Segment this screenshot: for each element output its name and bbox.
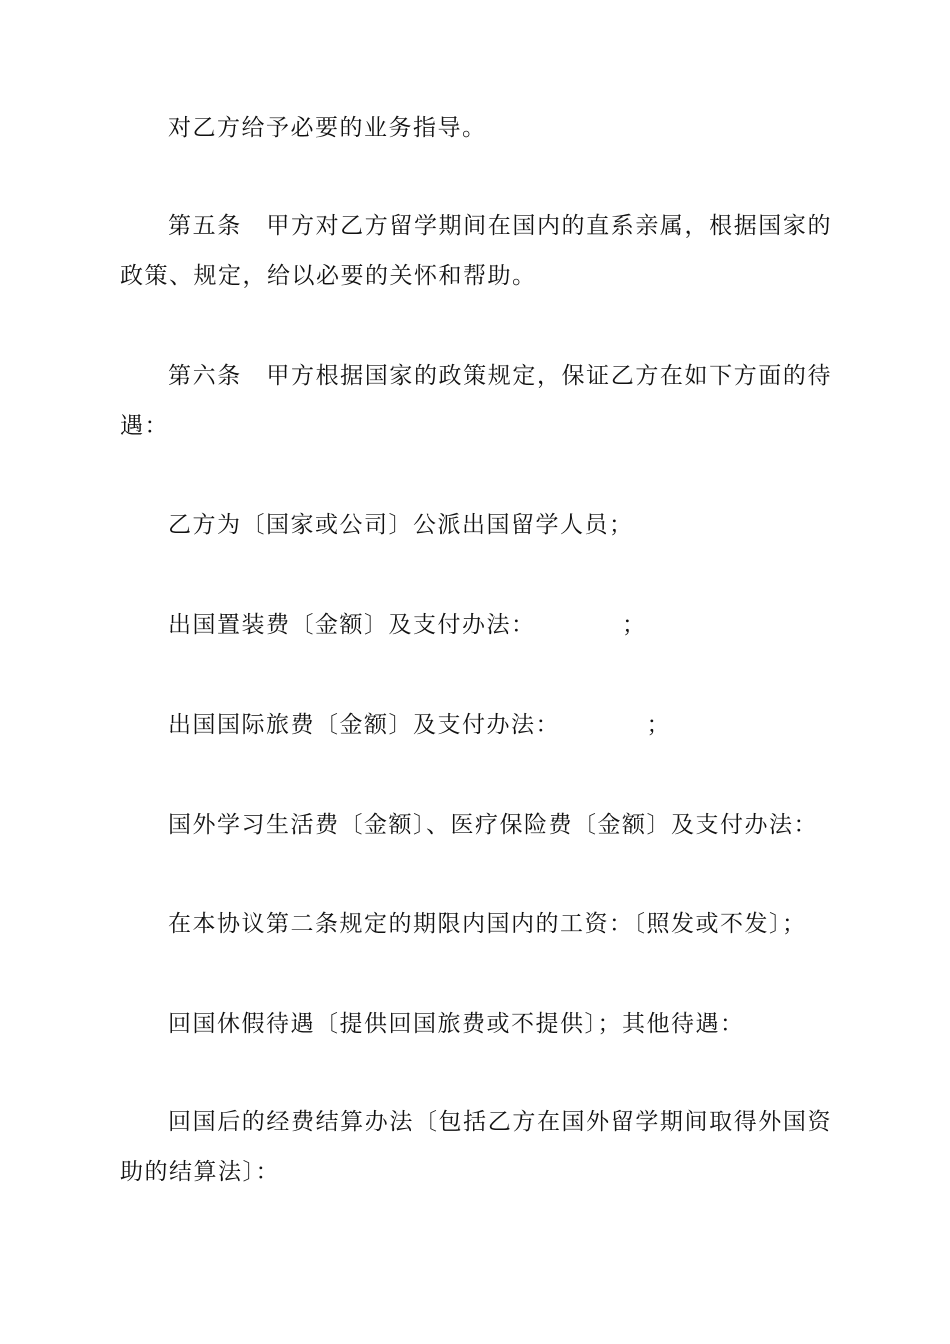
paragraph-living-expenses: 国外学习生活费〔金额〕、医疗保险费〔金额〕及支付办法： — [168, 812, 818, 838]
paragraph-business-guidance: 对乙方给予必要的业务指导。 — [168, 115, 487, 141]
paragraph-domestic-salary: 在本协议第二条规定的期限内国内的工资：〔照发或不发〕； — [168, 911, 807, 937]
paragraph-home-leave: 回国休假待遇〔提供回国旅费或不提供〕；其他待遇： — [168, 1011, 745, 1037]
paragraph-expense-settlement: 回国后的经费结算办法〔包括乙方在国外留学期间取得外国资助的结算法〕： — [120, 1109, 832, 1185]
paragraph-article-6: 第六条 甲方根据国家的政策规定，保证乙方在如下方面的待遇： — [120, 363, 832, 439]
paragraph-clothing-allowance: 出国置装费〔金额〕及支付办法： ； — [168, 612, 647, 638]
paragraph-travel-expenses: 出国国际旅费〔金额〕及支付办法： ； — [168, 712, 671, 738]
paragraph-article-5: 第五条 甲方对乙方留学期间在国内的直系亲属，根据国家的政策、规定，给以必要的关怀和帮助。 — [120, 213, 832, 289]
paragraph-student-type: 乙方为〔国家或公司〕公派出国留学人员； — [168, 512, 634, 538]
